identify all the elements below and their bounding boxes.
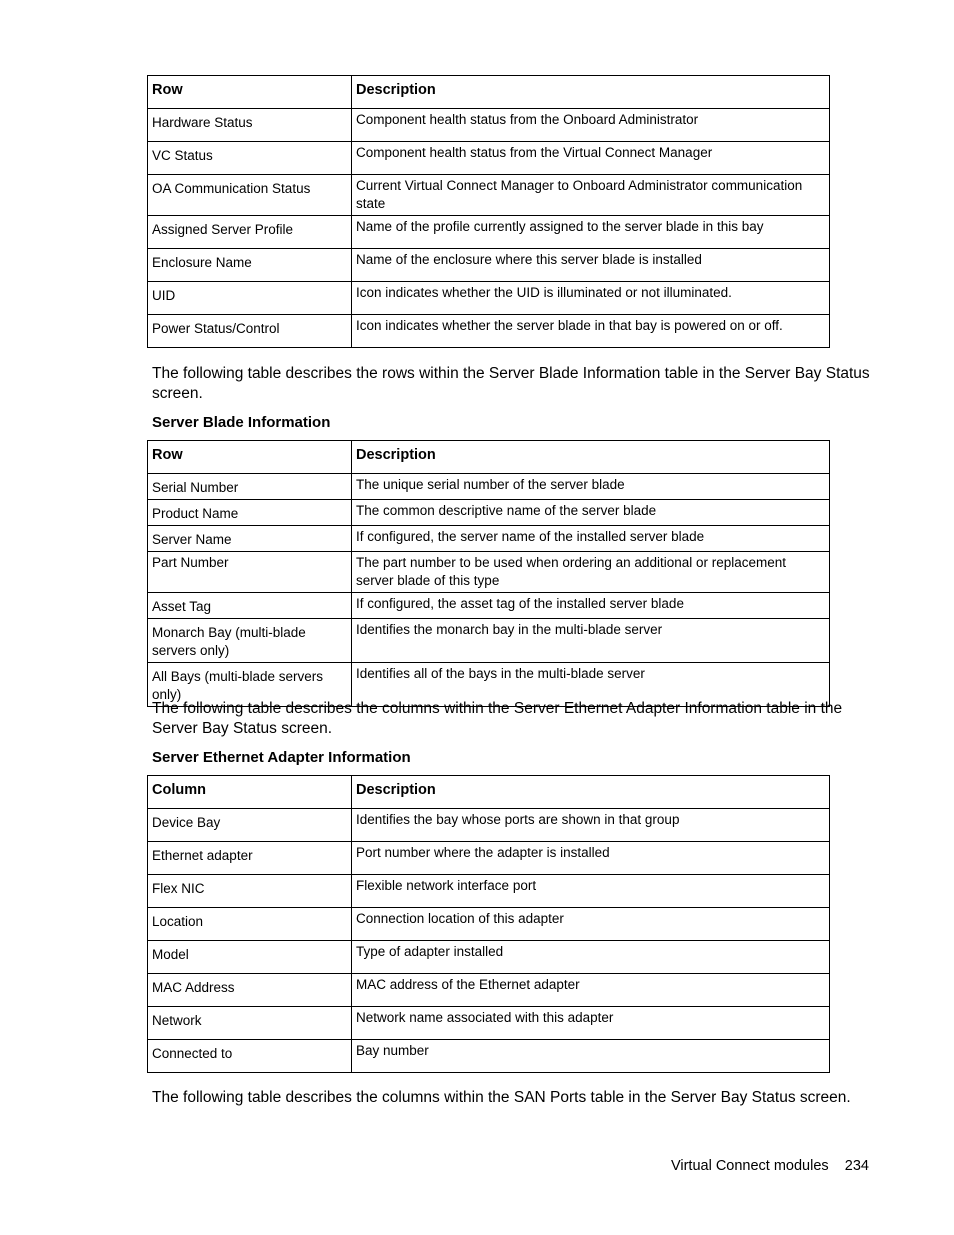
row-description: Connection location of this adapter bbox=[352, 908, 830, 941]
footer-section-title: Virtual Connect modules bbox=[670, 1158, 829, 1174]
table-row bbox=[148, 282, 830, 315]
row-description: Name of the enclosure where this server blade is installed bbox=[352, 249, 830, 282]
row-name: Part Number bbox=[148, 552, 352, 593]
row-description: If configured, the server name of the installed server blade bbox=[352, 526, 830, 552]
row-name: Power Status/Control bbox=[148, 315, 352, 348]
row-name: Connected to bbox=[148, 1040, 352, 1073]
row-name: Product Name bbox=[148, 500, 352, 526]
table-header-row bbox=[148, 76, 830, 109]
row-description: Port number where the adapter is installed bbox=[352, 842, 830, 875]
row-name: VC Status bbox=[148, 142, 352, 175]
table-row bbox=[148, 474, 830, 500]
row-name: Assigned Server Profile bbox=[148, 216, 352, 249]
row-description: Icon indicates whether the server blade in that bay is powered on or off. bbox=[352, 315, 830, 348]
row-description: Identifies the monarch bay in the multi-blade server bbox=[352, 619, 830, 663]
table-row bbox=[148, 1007, 830, 1040]
row-description: Name of the profile currently assigned to the server blade in this bay bbox=[352, 216, 830, 249]
table-row bbox=[148, 908, 830, 941]
table-row bbox=[148, 216, 830, 249]
table-row bbox=[148, 875, 830, 908]
intro-paragraph-san-ports: The following table describes the columns within the SAN Ports table in the Server Bay Status screen. bbox=[152, 1089, 851, 1106]
row-description: If configured, the asset tag of the installed server blade bbox=[352, 593, 830, 619]
table-row bbox=[148, 500, 830, 526]
row-description: Type of adapter installed bbox=[352, 941, 830, 974]
row-name: Model bbox=[148, 941, 352, 974]
row-name: Network bbox=[148, 1007, 352, 1040]
row-name: UID bbox=[148, 282, 352, 315]
table-row bbox=[148, 109, 830, 142]
row-description: Network name associated with this adapter bbox=[352, 1007, 830, 1040]
row-description: The unique serial number of the server blade bbox=[352, 474, 830, 500]
section-heading-server-blade: Server Blade Information bbox=[152, 414, 331, 431]
row-name: Server Name bbox=[148, 526, 352, 552]
column-header: Column bbox=[148, 776, 352, 809]
intro-paragraph-ethernet-adapter: The following table describes the columns within the Server Ethernet Adapter Information table in the Server Bay Status screen. bbox=[152, 700, 843, 737]
row-name: MAC Address bbox=[148, 974, 352, 1007]
intro-paragraph-server-blade: The following table describes the rows within the Server Blade Information table in the Server Bay Status screen. bbox=[152, 365, 870, 402]
row-name: Hardware Status bbox=[148, 109, 352, 142]
row-name: Monarch Bay (multi-blade servers only) bbox=[148, 619, 352, 663]
row-description: Identifies all of the bays in the multi-blade server bbox=[352, 663, 830, 707]
row-name: Asset Tag bbox=[148, 593, 352, 619]
section-heading-ethernet-adapter: Server Ethernet Adapter Information bbox=[152, 749, 411, 766]
table-row bbox=[148, 315, 830, 348]
table-row bbox=[148, 142, 830, 175]
row-description: Flexible network interface port bbox=[352, 875, 830, 908]
table-row bbox=[148, 552, 830, 593]
row-description: MAC address of the Ethernet adapter bbox=[352, 974, 830, 1007]
page-number: 234 bbox=[844, 1158, 869, 1174]
row-name: All Bays (multi-blade servers only) bbox=[148, 663, 352, 707]
column-header: Description bbox=[352, 441, 830, 474]
column-header: Row bbox=[148, 441, 352, 474]
column-header: Description bbox=[352, 776, 830, 809]
table-row bbox=[148, 249, 830, 282]
page-footer bbox=[671, 1158, 869, 1174]
row-description: Current Virtual Connect Manager to Onboard Administrator communication state bbox=[352, 175, 830, 216]
row-description: Icon indicates whether the UID is illuminated or not illuminated. bbox=[352, 282, 830, 315]
table-row bbox=[148, 974, 830, 1007]
table-row bbox=[148, 593, 830, 619]
row-description: Component health status from the Onboard Administrator bbox=[352, 109, 830, 142]
column-header: Row bbox=[148, 76, 352, 109]
column-header: Description bbox=[352, 76, 830, 109]
row-description: The part number to be used when ordering an additional or replacement server blade of this type bbox=[352, 552, 830, 593]
table-row bbox=[148, 941, 830, 974]
row-name: Location bbox=[148, 908, 352, 941]
table-row bbox=[148, 1040, 830, 1073]
table-row bbox=[148, 809, 830, 842]
row-description: The common descriptive name of the server blade bbox=[352, 500, 830, 526]
row-name: OA Communication Status bbox=[148, 175, 352, 216]
table-row bbox=[148, 175, 830, 216]
row-description: Identifies the bay whose ports are shown in that group bbox=[352, 809, 830, 842]
row-description: Bay number bbox=[352, 1040, 830, 1073]
table-header-row bbox=[148, 441, 830, 474]
row-description: Component health status from the Virtual Connect Manager bbox=[352, 142, 830, 175]
table-row bbox=[148, 842, 830, 875]
row-name: Device Bay bbox=[148, 809, 352, 842]
row-name: Flex NIC bbox=[148, 875, 352, 908]
table-row bbox=[148, 619, 830, 663]
row-name: Ethernet adapter bbox=[148, 842, 352, 875]
server-ethernet-adapter-table bbox=[147, 775, 830, 1073]
server-blade-information-table bbox=[147, 440, 830, 707]
hardware-status-table bbox=[147, 75, 830, 348]
row-name: Serial Number bbox=[148, 474, 352, 500]
table-row bbox=[148, 526, 830, 552]
row-name: Enclosure Name bbox=[148, 249, 352, 282]
table-header-row bbox=[148, 776, 830, 809]
